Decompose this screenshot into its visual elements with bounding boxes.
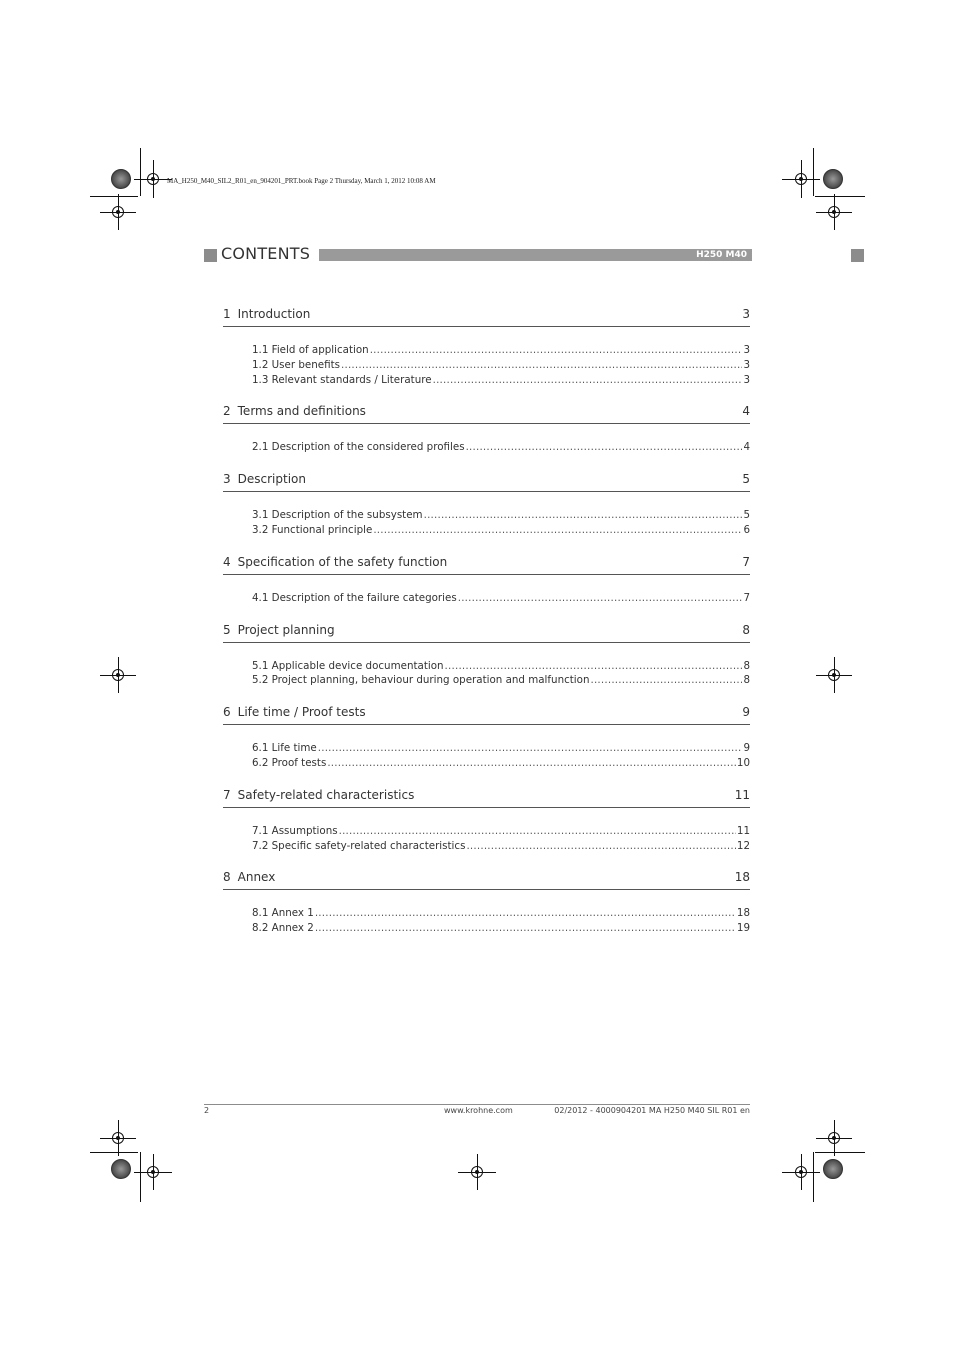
toc-section-number: 1 [223, 307, 231, 321]
toc-section-page: 11 [734, 787, 750, 802]
toc-subsection-entry[interactable] [252, 906, 750, 921]
toc-section-heading[interactable] [223, 402, 750, 424]
color-disc-icon [823, 1159, 843, 1179]
toc-subsection-entry[interactable] [252, 523, 750, 538]
toc-section-title [223, 786, 414, 807]
toc-subsection-entry[interactable] [252, 440, 750, 455]
header-square-right [851, 249, 864, 262]
toc-subsection-label: 1.1 Field of application [252, 344, 369, 356]
registration-mark-icon [134, 1154, 172, 1190]
footer-doc-code: 02/2012 - 4000904201 MA H250 M40 SIL R01 en [554, 1106, 750, 1115]
toc-subsection-page: 12 [736, 839, 750, 852]
toc-section-page: 4 [742, 404, 750, 419]
registration-mark-icon [100, 1120, 136, 1156]
toc-subsection-label: 5.2 Project planning, behaviour during operation and malfunction [252, 674, 590, 687]
toc-dot-leader [445, 659, 743, 674]
table-of-contents [223, 305, 750, 951]
toc-dot-leader [315, 906, 736, 921]
toc-section-label: Introduction [237, 307, 311, 321]
registration-mark-icon [100, 194, 136, 230]
toc-subsection-page: 19 [736, 922, 750, 935]
toc-subsection-entry[interactable] [252, 839, 750, 854]
toc-section-title [223, 868, 275, 889]
toc-dot-leader [315, 921, 736, 936]
toc-section-title [223, 402, 366, 423]
toc-subsection-label: 1.3 Relevant standards / Literature [252, 373, 432, 386]
toc-section-heading[interactable] [223, 703, 750, 725]
footer-page-number: 2 [204, 1106, 210, 1115]
toc-section-number: 3 [223, 472, 231, 487]
toc-subsection-label: 6.1 Life time [252, 742, 317, 755]
toc-subsection-entry[interactable] [252, 358, 750, 373]
toc-dot-leader [424, 508, 743, 523]
toc-subsection-page: 4 [743, 441, 750, 454]
toc-subsection-page: 3 [743, 358, 750, 371]
toc-dot-leader [370, 343, 743, 358]
toc-subsection-list [223, 492, 750, 553]
registration-mark-icon [782, 160, 820, 198]
toc-dot-leader [341, 358, 742, 373]
toc-dot-leader [339, 824, 736, 839]
toc-subsection-label: 8.2 Annex 2 [252, 922, 314, 935]
toc-subsection-list [223, 808, 750, 869]
registration-mark-icon [816, 194, 852, 230]
toc-section-label: Specification of the safety function [237, 554, 448, 569]
toc-subsection-page: 9 [743, 742, 750, 755]
toc-subsection-page: 8 [743, 659, 750, 672]
toc-section [223, 868, 750, 951]
registration-mark-icon [816, 657, 852, 693]
toc-subsection-entry[interactable] [252, 824, 750, 839]
toc-subsection-entry[interactable] [252, 591, 750, 606]
toc-subsection-label: 7.2 Specific safety-related characteristics [252, 839, 466, 852]
color-disc-icon [823, 169, 843, 189]
registration-mark-icon [782, 1154, 820, 1190]
toc-section-heading[interactable] [223, 553, 750, 575]
toc-section [223, 402, 750, 470]
toc-subsection-page: 6 [743, 523, 750, 536]
color-disc-icon [111, 1159, 131, 1179]
toc-subsection-page: 3 [743, 344, 750, 356]
toc-section-label: Description [237, 472, 306, 487]
print-slug: MA_H250_M40_SIL2_R01_en_904201_PRT.book Page 2 Thursday, March 1, 2012 10:08 AM [167, 177, 436, 185]
page-title: CONTENTS [221, 244, 311, 263]
toc-dot-leader [318, 741, 743, 756]
toc-section-title [223, 470, 306, 491]
toc-subsection-label: 6.2 Proof tests [252, 756, 327, 769]
toc-subsection-list [223, 890, 750, 951]
header-square [204, 249, 217, 262]
toc-subsection-entry[interactable] [252, 343, 750, 358]
toc-subsection-label: 2.1 Description of the considered profiles [252, 441, 465, 454]
toc-subsection-list [223, 643, 750, 704]
toc-section-page: 5 [742, 472, 750, 487]
toc-section-heading[interactable] [223, 786, 750, 808]
toc-section-number: 6 [223, 705, 231, 720]
color-disc-icon [111, 169, 131, 189]
toc-subsection-page: 7 [743, 591, 750, 604]
toc-section-label: Life time / Proof tests [237, 705, 366, 720]
toc-subsection-label: 3.2 Functional principle [252, 523, 373, 536]
toc-section [223, 703, 750, 786]
toc-section-number: 7 [223, 787, 231, 802]
registration-mark-icon [100, 657, 136, 693]
toc-section [223, 553, 750, 621]
toc-section-page: 8 [742, 622, 750, 637]
toc-section-label: Safety-related characteristics [237, 787, 415, 802]
toc-section [223, 786, 750, 869]
toc-subsection-list [223, 424, 750, 470]
toc-dot-leader [458, 591, 743, 606]
toc-section-number: 5 [223, 622, 231, 637]
toc-subsection-label: 4.1 Description of the failure categories [252, 591, 457, 604]
header-bar [319, 249, 752, 261]
toc-dot-leader [466, 839, 735, 854]
toc-section [223, 305, 750, 402]
toc-subsection-list [223, 327, 750, 402]
toc-subsection-list [223, 725, 750, 786]
toc-section-page: 3 [742, 307, 750, 321]
toc-subsection-page: 3 [743, 373, 750, 386]
toc-dot-leader [590, 673, 742, 688]
toc-subsection-page: 10 [736, 756, 750, 769]
toc-section-page: 9 [742, 705, 750, 720]
footer-divider [204, 1104, 750, 1105]
toc-section-heading[interactable] [223, 470, 750, 492]
toc-subsection-label: 1.2 User benefits [252, 358, 341, 371]
toc-section-title [223, 703, 366, 724]
toc-subsection-entry[interactable] [252, 673, 750, 688]
toc-section [223, 470, 750, 553]
toc-section-page: 18 [734, 870, 750, 885]
toc-subsection-label: 3.1 Description of the subsystem [252, 509, 423, 522]
footer-website: www.krohne.com [444, 1106, 513, 1115]
toc-subsection-label: 8.1 Annex 1 [252, 907, 314, 920]
toc-dot-leader [433, 373, 743, 388]
toc-section-title [223, 621, 335, 642]
toc-section [223, 621, 750, 704]
toc-subsection-entry[interactable] [252, 756, 750, 771]
toc-dot-leader [373, 523, 742, 538]
registration-mark-icon [816, 1120, 852, 1156]
toc-subsection-page: 11 [736, 824, 750, 837]
toc-subsection-label: 7.1 Assumptions [252, 824, 338, 837]
toc-section-title [223, 553, 447, 574]
product-name: H250 M40 [696, 250, 747, 260]
toc-section-page: 7 [742, 554, 750, 569]
registration-mark-icon [458, 1154, 496, 1190]
toc-section-label: Project planning [237, 622, 335, 637]
toc-subsection-label: 5.1 Applicable device documentation [252, 659, 444, 672]
toc-subsection-entry[interactable] [252, 508, 750, 523]
toc-subsection-page: 18 [736, 907, 750, 920]
toc-section-label: Terms and definitions [237, 404, 366, 419]
toc-subsection-list [223, 575, 750, 621]
toc-section-title [223, 305, 310, 326]
toc-subsection-entry[interactable] [252, 659, 750, 674]
toc-subsection-entry[interactable] [252, 373, 750, 388]
toc-dot-leader [327, 756, 736, 771]
toc-subsection-page: 5 [743, 509, 750, 522]
toc-section-heading[interactable] [223, 305, 750, 327]
toc-section-label: Annex [237, 870, 276, 885]
toc-section-heading[interactable] [223, 868, 750, 890]
toc-section-heading[interactable] [223, 621, 750, 643]
toc-subsection-page: 8 [743, 674, 750, 687]
toc-section-number: 8 [223, 870, 231, 885]
toc-subsection-entry[interactable] [252, 921, 750, 936]
toc-section-number: 4 [223, 554, 231, 569]
toc-section-number: 2 [223, 404, 231, 419]
toc-dot-leader [466, 440, 743, 455]
toc-subsection-entry[interactable] [252, 741, 750, 756]
